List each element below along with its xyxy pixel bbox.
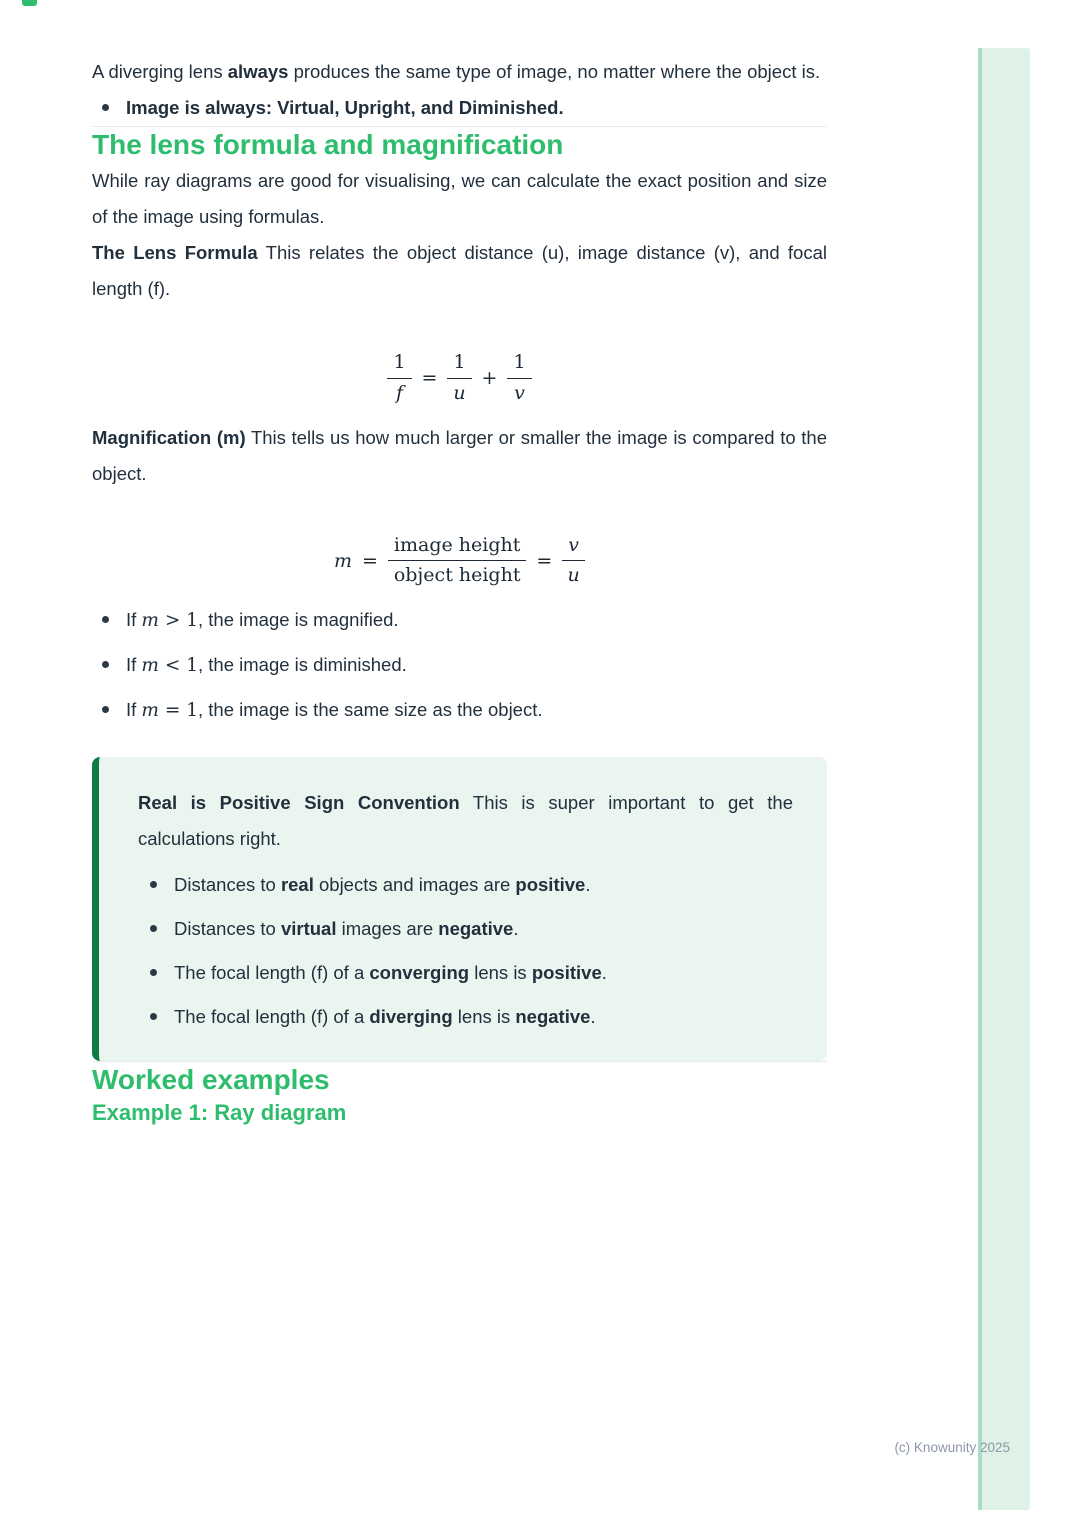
sign-convention-callout bbox=[92, 757, 827, 1061]
list-item: Image is always: Virtual, Upright, and Diminished. bbox=[126, 90, 827, 126]
heading-worked-examples: Worked examples bbox=[92, 1064, 330, 1095]
equals-sign: = bbox=[361, 549, 378, 572]
list-item: If m < 1, the image is diminished. bbox=[126, 647, 827, 684]
document-content bbox=[92, 0, 827, 1128]
list-item: The focal length (f) of a diverging lens is negative. bbox=[174, 999, 793, 1035]
paragraph-diverging-summary: A diverging lens always produces the same type of image, no matter where the object is. bbox=[92, 61, 821, 82]
list-item: Distances to real objects and images are positive. bbox=[174, 867, 793, 903]
callout-title: Real is Positive Sign Convention This is super important to get the calculations right. bbox=[138, 792, 793, 849]
variable-m: m bbox=[333, 549, 352, 572]
diverging-bullet-list bbox=[92, 90, 827, 126]
fraction-1-over-u: $\frac{1}{u}$ bbox=[447, 351, 471, 406]
clipped-green-element bbox=[22, 0, 37, 6]
heading-example-1: Example 1: Ray diagram bbox=[92, 1100, 347, 1125]
list-item: The focal length (f) of a converging lens is positive. bbox=[174, 955, 793, 991]
fraction-v-over-u: $\frac{v}{u}$ bbox=[562, 534, 585, 589]
paragraph-lens-formula-label: The Lens Formula This relates the object distance (u), image distance (v), and focal length (f). bbox=[92, 242, 827, 299]
paragraph-lens-intro: While ray diagrams are good for visualising, we can calculate the exact position and size of the image using formulas. bbox=[92, 170, 827, 227]
page-edge-decoration bbox=[978, 48, 1030, 1510]
list-item: If m = 1, the image is the same size as the object. bbox=[126, 692, 827, 729]
equals-sign: = bbox=[536, 549, 553, 572]
list-item: If m > 1, the image is magnified. bbox=[126, 602, 827, 639]
page-edge-line bbox=[978, 48, 982, 1510]
callout-list bbox=[138, 867, 793, 1035]
magnification-formula bbox=[92, 520, 827, 603]
paragraph-magnification-label: Magnification (m) This tells us how much larger or smaller the image is compared to the object. bbox=[92, 426, 827, 484]
copyright-notice: (c) Knowunity 2025 bbox=[894, 1440, 1010, 1455]
fraction-1-over-v: $\frac{1}{v}$ bbox=[507, 351, 531, 406]
lens-formula bbox=[92, 337, 827, 420]
equals-sign: = bbox=[421, 367, 438, 390]
fraction-1-over-f: $\frac{1}{f}$ bbox=[387, 351, 411, 406]
list-item: Distances to virtual images are negative. bbox=[174, 911, 793, 947]
magnification-rules-list bbox=[92, 602, 827, 729]
heading-lens-formula: The lens formula and magnification bbox=[92, 129, 564, 160]
plus-sign: + bbox=[481, 367, 498, 390]
fraction-image-over-object-height: $\frac{\text{image height}}{\text{object height}}$ bbox=[388, 534, 526, 589]
